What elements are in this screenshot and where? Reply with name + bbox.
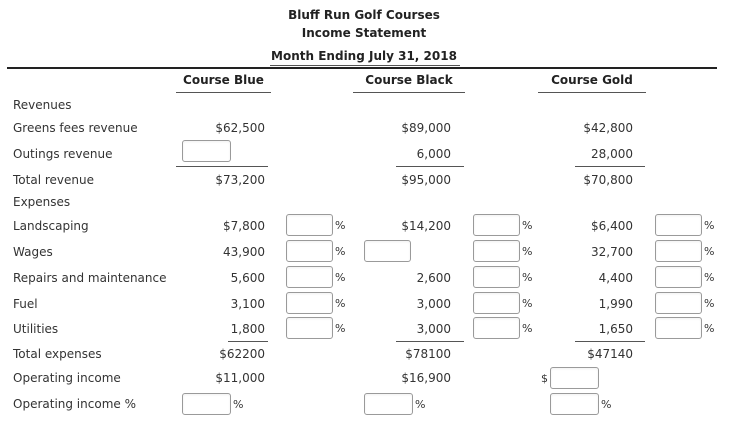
pct-sign: % <box>704 245 715 258</box>
pct-sign: % <box>704 297 715 310</box>
column-header-gold: Course Gold <box>551 73 633 87</box>
black-revenue-subtotal-rule <box>396 166 464 167</box>
operating-income-label: Operating income <box>13 371 121 385</box>
statement-period: Month Ending July 31, 2018 <box>271 49 457 63</box>
black-wages-pct-input[interactable] <box>473 240 520 262</box>
total-expenses-label: Total expenses <box>13 347 102 361</box>
pct-sign: % <box>522 322 533 335</box>
gold-landscaping: $6,400 <box>591 219 633 233</box>
pct-sign: % <box>335 322 346 335</box>
black-repairs-pct-input[interactable] <box>473 266 520 288</box>
utilities-label: Utilities <box>13 322 59 336</box>
pct-sign: % <box>704 271 715 284</box>
black-landscaping-pct-input[interactable] <box>473 214 520 236</box>
gold-fuel: 1,990 <box>598 297 633 311</box>
black-operating-income-pct-input[interactable] <box>364 393 413 415</box>
gold-operating-income-input[interactable] <box>550 367 599 389</box>
black-utilities-pct-input[interactable] <box>473 317 520 339</box>
black-expense-subtotal-rule <box>396 341 464 342</box>
column-header-black: Course Black <box>365 73 453 87</box>
column-underline-black <box>353 92 465 93</box>
pct-sign: % <box>704 322 715 335</box>
black-repairs: 2,600 <box>416 271 451 285</box>
blue-landscaping-pct-input[interactable] <box>286 214 333 236</box>
black-fuel: 3,000 <box>416 297 451 311</box>
outings-label: Outings revenue <box>13 147 113 161</box>
gold-repairs: 4,400 <box>598 271 633 285</box>
blue-operating-income-pct-sign: % <box>233 398 244 411</box>
gold-utilities-pct-input[interactable] <box>655 317 702 339</box>
expenses-heading: Expenses <box>13 195 71 209</box>
gold-outings: 28,000 <box>591 147 633 161</box>
total-revenue-label: Total revenue <box>13 173 94 187</box>
gold-total-revenue: $70,800 <box>583 173 633 187</box>
black-outings: 6,000 <box>416 147 451 161</box>
landscaping-label: Landscaping <box>13 219 89 233</box>
blue-utilities: 1,800 <box>230 322 265 336</box>
blue-operating-income: $11,000 <box>215 371 265 385</box>
gold-repairs-pct-input[interactable] <box>655 266 702 288</box>
gold-operating-income-dollar-sign: $ <box>541 372 548 385</box>
column-underline-gold <box>538 92 646 93</box>
greens-fees-label: Greens fees revenue <box>13 121 138 135</box>
black-wages-input[interactable] <box>364 240 411 262</box>
black-greens-fees: $89,000 <box>401 121 451 135</box>
pct-sign: % <box>335 219 346 232</box>
revenues-heading: Revenues <box>13 98 72 112</box>
gold-utilities: 1,650 <box>598 322 633 336</box>
gold-operating-income-pct-sign: % <box>601 398 612 411</box>
repairs-label: Repairs and maintenance <box>13 271 167 285</box>
blue-fuel-pct-input[interactable] <box>286 292 333 314</box>
blue-operating-income-pct-input[interactable] <box>182 393 231 415</box>
header-rule <box>7 67 717 69</box>
black-total-revenue: $95,000 <box>401 173 451 187</box>
gold-total-expenses: $47140 <box>587 347 633 361</box>
gold-expense-subtotal-rule <box>575 341 645 342</box>
blue-repairs: 5,600 <box>230 271 265 285</box>
black-operating-income-pct-sign: % <box>415 398 426 411</box>
pct-sign: % <box>522 245 533 258</box>
blue-repairs-pct-input[interactable] <box>286 266 333 288</box>
column-header-blue: Course Blue <box>183 73 264 87</box>
gold-wages-pct-input[interactable] <box>655 240 702 262</box>
blue-revenue-subtotal-rule <box>176 166 268 167</box>
blue-outings-input[interactable] <box>182 140 231 162</box>
blue-wages-pct-input[interactable] <box>286 240 333 262</box>
pct-sign: % <box>522 271 533 284</box>
statement-title: Income Statement <box>301 26 427 40</box>
pct-sign: % <box>335 271 346 284</box>
wages-label: Wages <box>13 245 53 259</box>
period-underline <box>270 65 460 66</box>
black-utilities: 3,000 <box>416 322 451 336</box>
blue-wages: 43,900 <box>223 245 265 259</box>
black-operating-income: $16,900 <box>401 371 451 385</box>
blue-expense-subtotal-rule <box>228 341 268 342</box>
black-fuel-pct-input[interactable] <box>473 292 520 314</box>
gold-operating-income-pct-input[interactable] <box>550 393 599 415</box>
black-total-expenses: $78100 <box>405 347 451 361</box>
black-landscaping: $14,200 <box>401 219 451 233</box>
company-name: Bluff Run Golf Courses <box>288 8 440 22</box>
column-underline-blue <box>176 92 271 93</box>
blue-total-expenses: $62200 <box>219 347 265 361</box>
pct-sign: % <box>335 245 346 258</box>
blue-fuel: 3,100 <box>230 297 265 311</box>
blue-total-revenue: $73,200 <box>215 173 265 187</box>
blue-utilities-pct-input[interactable] <box>286 317 333 339</box>
pct-sign: % <box>522 297 533 310</box>
gold-wages: 32,700 <box>591 245 633 259</box>
fuel-label: Fuel <box>13 297 38 311</box>
pct-sign: % <box>335 297 346 310</box>
blue-greens-fees: $62,500 <box>215 121 265 135</box>
blue-landscaping: $7,800 <box>223 219 265 233</box>
pct-sign: % <box>522 219 533 232</box>
pct-sign: % <box>704 219 715 232</box>
gold-revenue-subtotal-rule <box>575 166 645 167</box>
gold-greens-fees: $42,800 <box>583 121 633 135</box>
operating-income-pct-label: Operating income % <box>13 397 136 411</box>
gold-fuel-pct-input[interactable] <box>655 292 702 314</box>
gold-landscaping-pct-input[interactable] <box>655 214 702 236</box>
